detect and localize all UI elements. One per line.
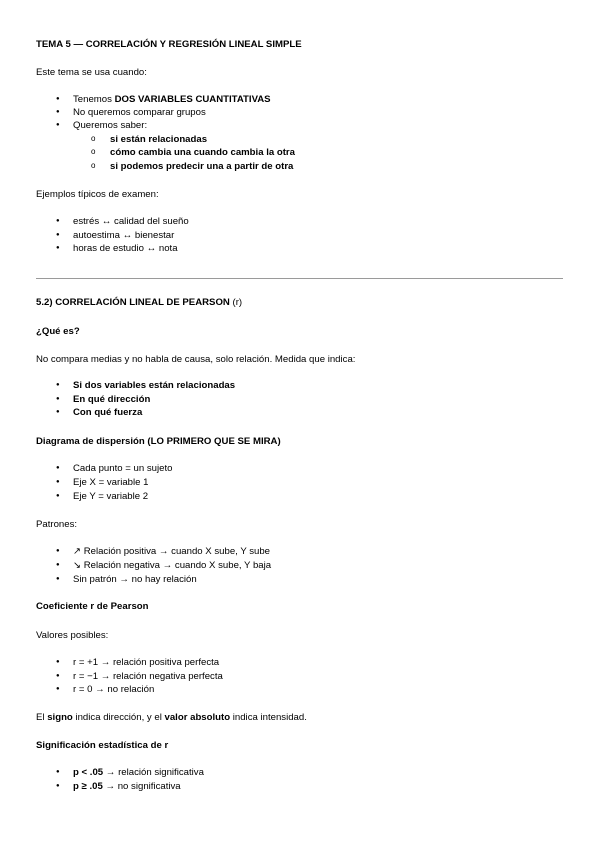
coef-heading: Coeficiente r de Pearson	[36, 601, 149, 612]
list-item-text: Queremos saber:	[73, 120, 148, 131]
bullet-icon	[56, 577, 62, 583]
bullet-icon	[56, 233, 62, 239]
bullet-icon	[56, 410, 62, 416]
examples-title: Ejemplos típicos de examen:	[36, 189, 159, 200]
bullet-icon	[56, 397, 62, 403]
list-item-text: Si dos variables están relacionadas	[73, 380, 236, 391]
description-text: No compara medias y no habla de causa, solo relación. Medida que indica:	[36, 354, 356, 365]
list-item-text: Cada punto = un sujeto	[73, 463, 173, 474]
list-item-text: si podemos predecir una a partir de otra	[110, 161, 294, 172]
list-item-bold: p ≥ .05	[73, 781, 103, 792]
values-heading: Valores posibles:	[36, 630, 109, 641]
bullet-icon	[56, 674, 62, 680]
section-title-rest: (r)	[229, 297, 243, 308]
intro-text: Este tema se usa cuando:	[36, 67, 147, 78]
section-title	[36, 297, 242, 308]
signif-heading: Significación estadística de r	[36, 740, 169, 751]
sign-part-bold: signo	[47, 712, 73, 723]
bullet-icon	[56, 494, 62, 500]
sign-part: indica dirección, y el	[72, 712, 165, 723]
list-item-text: r = +1 → relación positiva perfecta	[73, 657, 220, 668]
bullet-icon	[56, 383, 62, 389]
list-item-text: En qué dirección	[73, 394, 151, 405]
list-item-text: → no significativa	[102, 781, 181, 792]
list-item-text: horas de estudio ↔ nota	[73, 243, 178, 254]
list-item-text: r = 0 → no relación	[73, 684, 155, 695]
scatter-heading	[36, 436, 281, 447]
tema-title: TEMA 5 — CORRELACIÓN Y REGRESIÓN LINEAL SIMPLE	[36, 39, 302, 50]
list-item-text: No queremos comparar grupos	[73, 107, 206, 118]
list-item-text: cómo cambia una cuando cambia la otra	[110, 147, 295, 158]
section-title-bold: 5.2) CORRELACIÓN LINEAL DE PEARSON	[36, 297, 230, 308]
list-item-text: Eje Y = variable 2	[73, 491, 149, 502]
bullet-icon	[56, 110, 62, 116]
scatter-heading-rest: (LO PRIMERO QUE SE MIRA)	[144, 436, 281, 447]
bullet-icon	[56, 549, 62, 555]
list-item-text: r = −1 → relación negativa perfecta	[73, 671, 223, 682]
section-divider	[36, 278, 563, 279]
list-item-text: ↗ Relación positiva → cuando X sube, Y sube	[73, 546, 271, 557]
bullet-icon	[56, 123, 62, 129]
bullet-icon	[56, 770, 62, 776]
list-item-text: → relación significativa	[103, 767, 204, 778]
list-item-text: Sin patrón → no hay relación	[73, 574, 197, 585]
bullet-icon	[56, 660, 62, 666]
list-item-text: estrés ↔ calidad del sueño	[73, 216, 189, 227]
bullet-icon	[56, 246, 62, 252]
list-item-bold: DOS VARIABLES CUANTITATIVAS	[114, 94, 271, 105]
bullet-icon	[56, 219, 62, 225]
bullet-icon	[56, 466, 62, 472]
sign-sentence	[36, 712, 307, 723]
list-item-text: si están relacionadas	[110, 134, 208, 145]
list-item-text: ↘ Relación negativa → cuando X sube, Y baja	[73, 560, 272, 571]
list-item-text: Con qué fuerza	[73, 407, 143, 418]
bullet-icon	[56, 784, 62, 790]
sign-part: indica intensidad.	[230, 712, 307, 723]
scatter-heading-bold: Diagrama de dispersión	[36, 436, 145, 447]
bullet-icon	[56, 687, 62, 693]
sign-part-bold: valor absoluto	[164, 712, 231, 723]
bullet-icon	[56, 97, 62, 103]
que-es-heading: ¿Qué es?	[36, 326, 80, 337]
list-item-text: Tenemos	[73, 94, 115, 105]
list-item-text: Eje X = variable 1	[73, 477, 149, 488]
patterns-heading: Patrones:	[36, 519, 78, 530]
list-item-bold: p < .05	[73, 767, 104, 778]
bullet-icon	[56, 563, 62, 569]
list-item-text: autoestima ↔ bienestar	[73, 230, 175, 241]
sign-part: El	[36, 712, 48, 723]
bullet-icon	[56, 480, 62, 486]
